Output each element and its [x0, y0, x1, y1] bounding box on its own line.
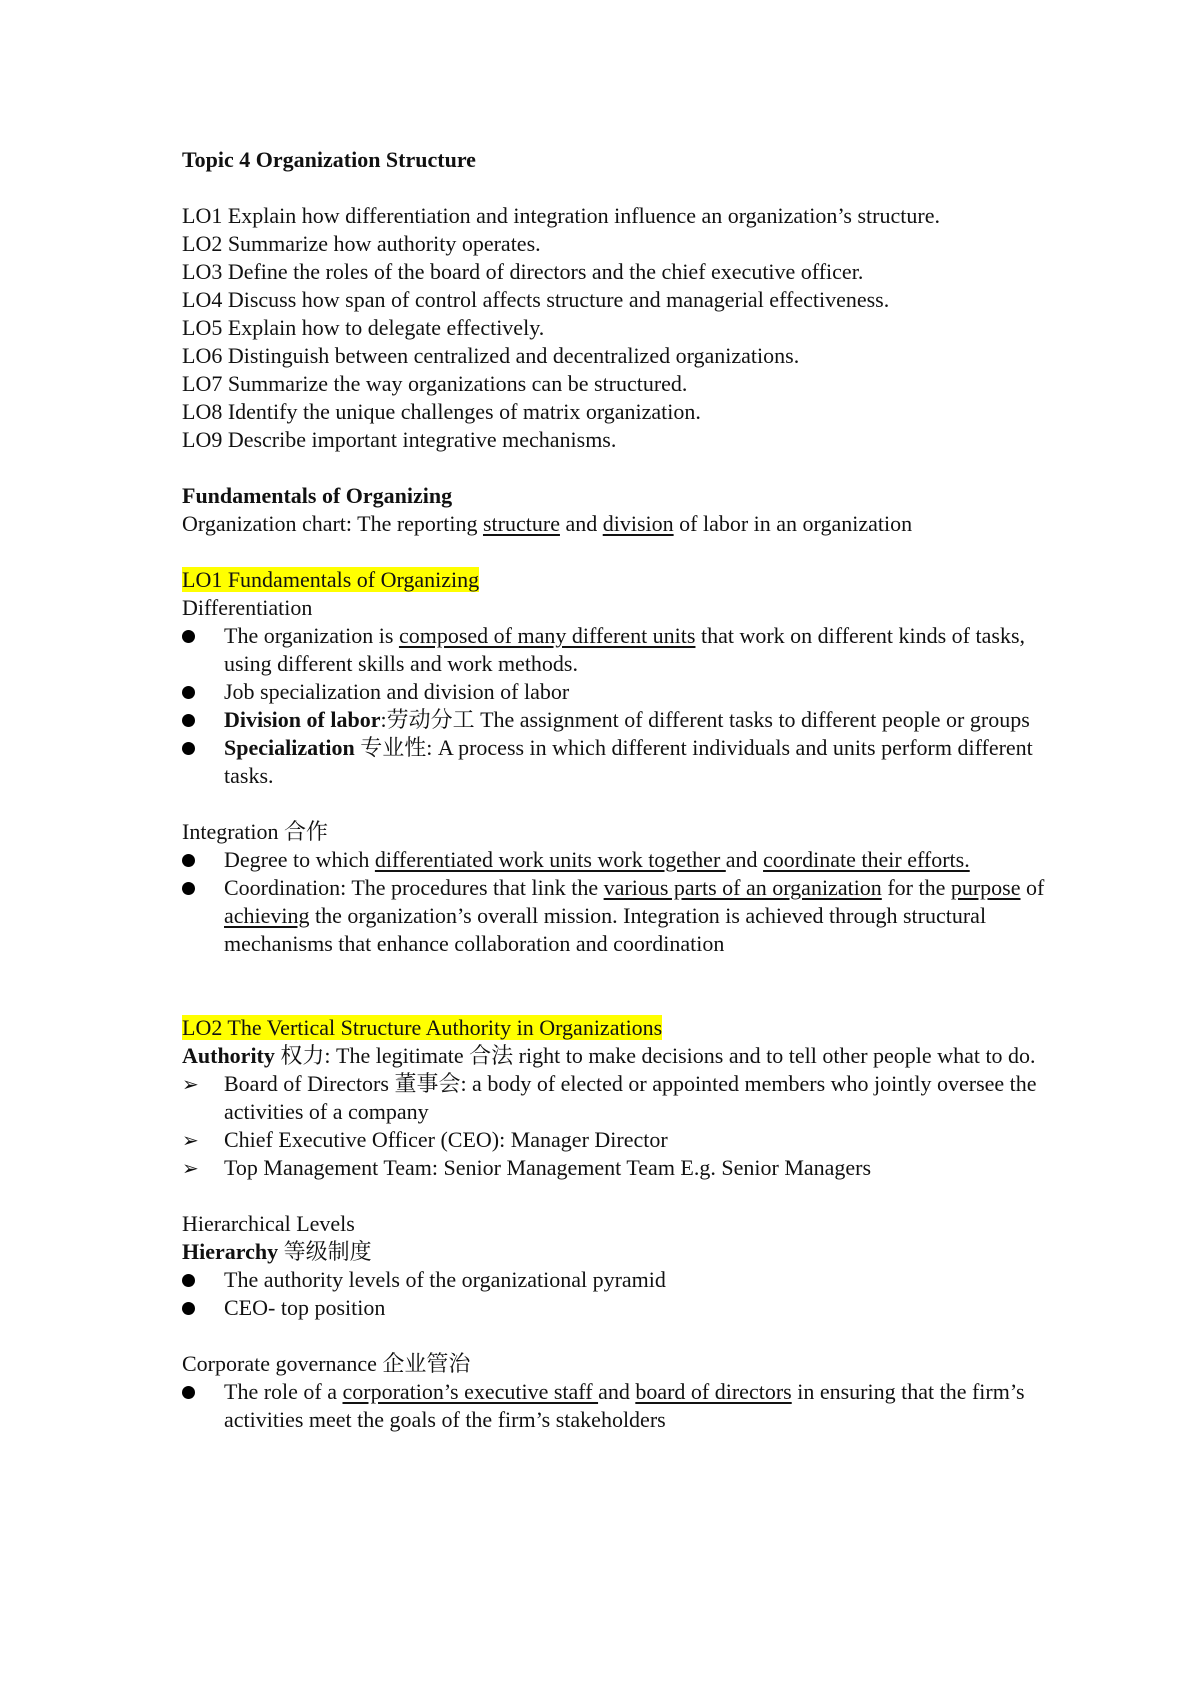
- bold-term: Authority: [182, 1043, 275, 1068]
- underlined-text: coordinate their efforts.: [763, 847, 970, 872]
- bullet-marker: [182, 874, 212, 902]
- text-run: of: [1020, 875, 1045, 900]
- text-run: and: [559, 511, 603, 536]
- text-run: 权力: The legitimate 合法 right to make decisions and to tell other people what to do.: [274, 1043, 1036, 1068]
- text-run: : A process in which different individuals and units perform different tasks.: [224, 735, 1033, 788]
- integration-list: [182, 846, 1062, 958]
- text-run: in ensuring that the firm’s activities meet the goals of the firm’s stakeholders: [224, 1379, 1025, 1432]
- list-item: [182, 874, 1062, 958]
- authority-definition: [182, 1042, 1062, 1070]
- organization-chart-definition: [182, 510, 1062, 538]
- bullet-marker: [182, 1378, 212, 1406]
- text-run: Chief Executive Officer (CEO): Manager Director: [224, 1127, 668, 1152]
- authority-arrow-list: [182, 1070, 1062, 1182]
- list-item: [182, 706, 1062, 734]
- bold-term: Specialization: [224, 735, 355, 760]
- text-run: and: [598, 1379, 636, 1404]
- underlined-text: various parts of an organization: [603, 875, 882, 900]
- underlined-text: differentiated work units work together: [374, 847, 726, 872]
- list-item: [182, 1294, 1062, 1322]
- bullet-marker: [182, 622, 212, 650]
- objective-lo9: LO9 Describe important integrative mechanisms.: [182, 427, 617, 452]
- differentiation-label: Differentiation: [182, 595, 313, 620]
- bullet-dot-icon: [182, 630, 195, 643]
- integration-label: Integration 合作: [182, 819, 329, 844]
- text-run: Coordination: The procedures that link the: [224, 875, 604, 900]
- underlined-text: purpose: [950, 875, 1021, 900]
- underlined-text: board of directors: [635, 1379, 792, 1404]
- bullet-marker: [182, 1266, 212, 1294]
- objective-lo4: LO4 Discuss how span of control affects structure and managerial effectiveness.: [182, 287, 890, 312]
- bullet-marker: [182, 1294, 212, 1322]
- hierarchical-levels-label: Hierarchical Levels: [182, 1211, 355, 1236]
- bullet-dot-icon: [182, 714, 195, 727]
- highlighted-heading: LO1 Fundamentals of Organizing: [182, 567, 480, 592]
- objective-lo3: LO3 Define the roles of the board of directors and the chief executive officer.: [182, 259, 864, 284]
- text-run: that work on different kinds of tasks, using different skills and work methods.: [224, 623, 1026, 676]
- text-run: of labor in an organization: [673, 511, 913, 536]
- bullet-marker: [182, 678, 212, 706]
- list-item: [182, 1266, 1062, 1294]
- bullet-marker: [182, 706, 212, 734]
- objective-lo7: LO7 Summarize the way organizations can be structured.: [182, 371, 688, 396]
- text-run: Top Management Team: Senior Management Team E.g. Senior Managers: [224, 1155, 872, 1180]
- objective-lo6: LO6 Distinguish between centralized and decentralized organizations.: [182, 343, 800, 368]
- page-title: Topic 4 Organization Structure: [182, 147, 476, 172]
- bullet-marker: [182, 846, 212, 874]
- text-run: :劳动分工: [380, 707, 475, 732]
- bullet-marker: [182, 734, 212, 762]
- objective-lo8: LO8 Identify the unique challenges of matrix organization.: [182, 399, 701, 424]
- text-run: for the: [881, 875, 951, 900]
- highlighted-heading: LO2 The Vertical Structure Authority in Organizations: [182, 1015, 663, 1040]
- corporate-governance-label: Corporate governance 企业管治: [182, 1351, 471, 1376]
- text-run: The role of a: [224, 1379, 343, 1404]
- underlined-text: structure: [482, 511, 560, 536]
- arrow-bullet-icon: ➢: [182, 1156, 199, 1180]
- document-content: [182, 146, 1062, 1434]
- text-run: Job specialization and division of labor: [224, 679, 570, 704]
- arrow-bullet-icon: ➢: [182, 1128, 199, 1152]
- list-item: [182, 622, 1062, 678]
- governance-list: [182, 1378, 1062, 1434]
- text-run: Organization chart: The reporting: [182, 511, 483, 536]
- bullet-dot-icon: [182, 1386, 195, 1399]
- text-run: Degree to which: [224, 847, 375, 872]
- bullet-dot-icon: [182, 1302, 195, 1315]
- bullet-dot-icon: [182, 1274, 195, 1287]
- bullet-dot-icon: [182, 854, 195, 867]
- bullet-dot-icon: [182, 882, 195, 895]
- text-run: 等级制度: [278, 1239, 372, 1264]
- bullet-dot-icon: [182, 742, 195, 755]
- underlined-text: achieving: [224, 903, 310, 928]
- text-run: the organization’s overall mission. Integration is achieved through structural mechanisms that enhance collaboration and coordination: [224, 903, 987, 956]
- list-item: [182, 734, 1062, 790]
- underlined-text: corporation’s executive staff: [342, 1379, 599, 1404]
- bold-term: Hierarchy: [182, 1239, 279, 1264]
- text-run: Board of Directors 董事会: a body of elected or appointed members who jointly oversee the activities of a company: [224, 1071, 1037, 1124]
- list-item: [182, 1378, 1062, 1434]
- hierarchy-heading: [182, 1238, 1062, 1266]
- bullet-dot-icon: [182, 686, 195, 699]
- list-item: [182, 846, 1062, 874]
- lo2-heading: [182, 1014, 1062, 1042]
- hierarchy-list: [182, 1266, 1062, 1322]
- list-item: [182, 678, 1062, 706]
- differentiation-list: [182, 622, 1062, 790]
- learning-objectives: [182, 202, 1062, 454]
- fundamentals-heading: Fundamentals of Organizing: [182, 483, 453, 508]
- text-run: 专业性: [354, 735, 427, 760]
- text-run: The assignment of different tasks to different people or groups: [474, 707, 1030, 732]
- list-item: [182, 1154, 1062, 1182]
- list-item: [182, 1126, 1062, 1154]
- text-run: The organization is: [224, 623, 399, 648]
- text-run: The authority levels of the organizational pyramid: [224, 1267, 666, 1292]
- underlined-text: composed of many different units: [398, 623, 696, 648]
- bold-term: Division of labor: [224, 707, 381, 732]
- list-item: [182, 1070, 1062, 1126]
- objective-lo2: LO2 Summarize how authority operates.: [182, 231, 541, 256]
- arrow-bullet-icon: ➢: [182, 1072, 199, 1096]
- objective-lo1: LO1 Explain how differentiation and integration influence an organization’s structure.: [182, 203, 940, 228]
- objective-lo5: LO5 Explain how to delegate effectively.: [182, 315, 545, 340]
- underlined-text: division: [602, 511, 674, 536]
- text-run: CEO- top position: [224, 1295, 386, 1320]
- text-run: and: [725, 847, 764, 872]
- lo1-heading: [182, 566, 1062, 594]
